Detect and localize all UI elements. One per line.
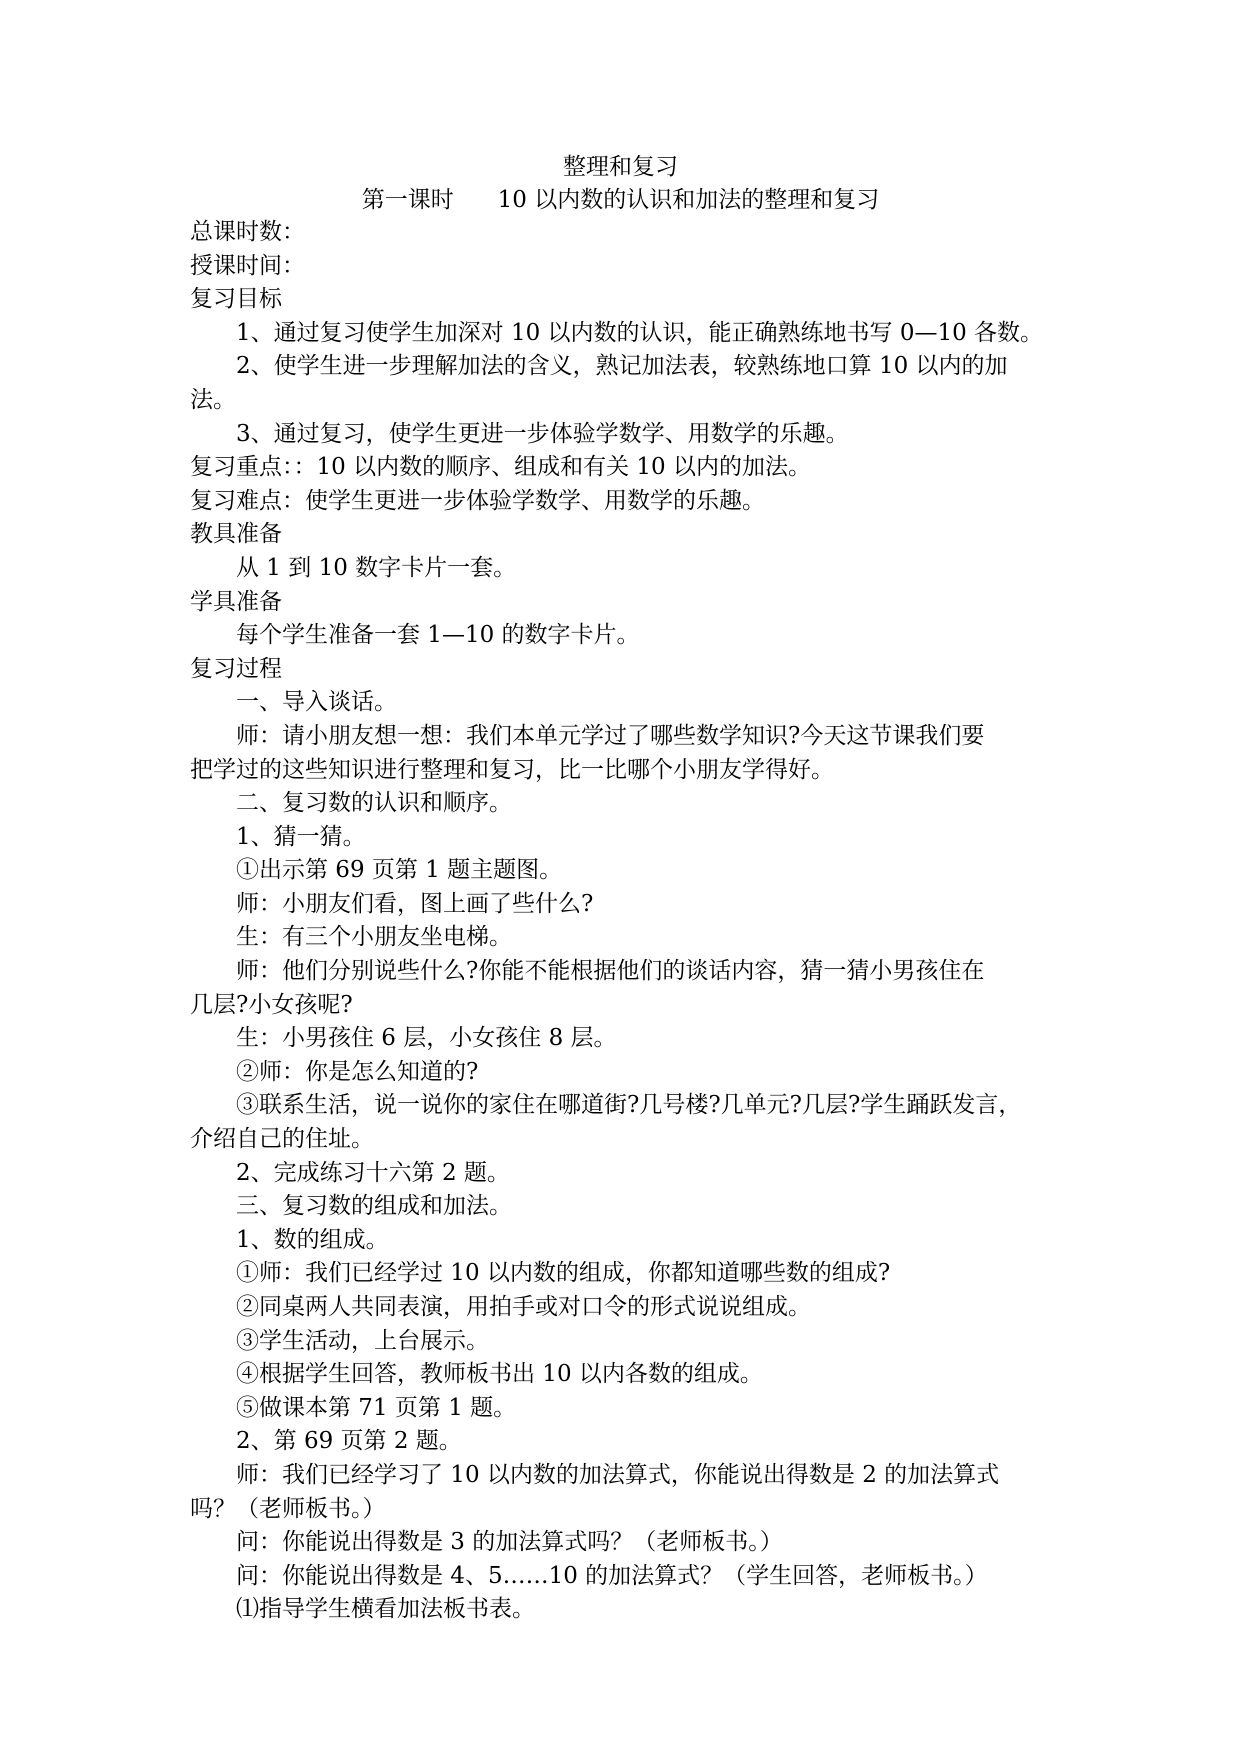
text-line: ①出示第 69 页第 1 题主题图。 (236, 857, 563, 884)
text-line: ③联系生活，说一说你的家住在哪道街?几号楼?几单元?几层?学生踊跃发言， (236, 1092, 1022, 1119)
text-line: ⑤做课本第 71 页第 1 题。 (236, 1394, 517, 1421)
text-line: 2、第 69 页第 2 题。 (236, 1428, 462, 1455)
text-line: ⑴指导学生横看加法板书表。 (236, 1596, 535, 1623)
text-line: 复习难点：使学生更进一步体验学数学、用数学的乐趣。 (190, 487, 765, 514)
text-line: 问：你能说出得数是 3 的加法算式吗？（老师板书。） (236, 1529, 783, 1556)
text-line: 师：小朋友们看，图上画了些什么? (236, 890, 594, 917)
lesson-subtitle: 第一课时 10 以内数的认识和加法的整理和复习 (361, 187, 880, 213)
text-line: ②师：你是怎么知道的? (236, 1058, 479, 1085)
text-line: 生：小男孩住 6 层，小女孩住 8 层。 (236, 1025, 617, 1052)
document-body (190, 216, 1060, 1627)
text-line: 一、导入谈话。 (236, 689, 397, 716)
text-line: ③学生活动，上台展示。 (236, 1327, 489, 1354)
text-line: 二、复习数的认识和顺序。 (236, 790, 512, 817)
text-line: 学具准备 (190, 588, 282, 615)
text-line: 授课时间： (190, 252, 305, 279)
text-line: ①师：我们已经学过 10 以内数的组成，你都知道哪些数的组成? (236, 1260, 891, 1287)
text-line: 介绍自己的住址。 (190, 1126, 374, 1153)
text-line: 吗？（老师板书。） (190, 1495, 386, 1522)
text-line: 把学过的这些知识进行整理和复习，比一比哪个小朋友学得好。 (190, 756, 834, 783)
text-line: 从 1 到 10 数字卡片一套。 (236, 554, 517, 581)
text-line: 问：你能说出得数是 4、5……10 的加法算式？（学生回答，老师板书。） (236, 1562, 988, 1589)
text-line: 总课时数： (190, 219, 305, 245)
text-line: 2、使学生进一步理解加法的含义，熟记加法表，较熟练地口算 10 以内的加 (236, 353, 1008, 380)
text-line: 复习目标 (190, 286, 282, 313)
text-line: 1、数的组成。 (236, 1226, 389, 1253)
text-line: 几层?小女孩呢? (190, 991, 353, 1018)
text-line: 教具准备 (190, 521, 282, 548)
text-line: 复习过程 (190, 655, 282, 682)
text-line: 2、完成练习十六第 2 题。 (236, 1159, 510, 1186)
text-line: ②同桌两人共同表演，用拍手或对口令的形式说说组成。 (236, 1294, 811, 1320)
text-line: 法。 (190, 386, 236, 413)
text-line: ④根据学生回答，教师板书出 10 以内各数的组成。 (236, 1361, 763, 1388)
text-line: 三、复习数的组成和加法。 (236, 1193, 512, 1220)
text-line: 1、通过复习使学生加深对 10 以内数的认识，能正确熟练地书写 0—10 各数。 (236, 319, 1044, 346)
text-line: 师：他们分别说些什么?你能不能根据他们的谈话内容，猜一猜小男孩住在 (236, 958, 985, 985)
text-line: 复习重点：：10 以内数的顺序、组成和有关 10 以内的加法。 (190, 454, 811, 481)
text-line: 生：有三个小朋友坐电梯。 (236, 924, 512, 951)
text-line: 1、猜一猜。 (236, 823, 366, 850)
text-line: 3、通过复习，使学生更进一步体验学数学、用数学的乐趣。 (236, 420, 849, 447)
text-line: 师：请小朋友想一想：我们本单元学过了哪些数学知识?今天这节课我们要 (236, 722, 985, 749)
text-line: 师：我们已经学习了 10 以内数的加法算式，你能说出得数是 2 的加法算式 (236, 1461, 1000, 1488)
text-line: 每个学生准备一套 1—10 的数字卡片。 (236, 622, 640, 649)
document-title: 整理和复习 (563, 154, 678, 180)
